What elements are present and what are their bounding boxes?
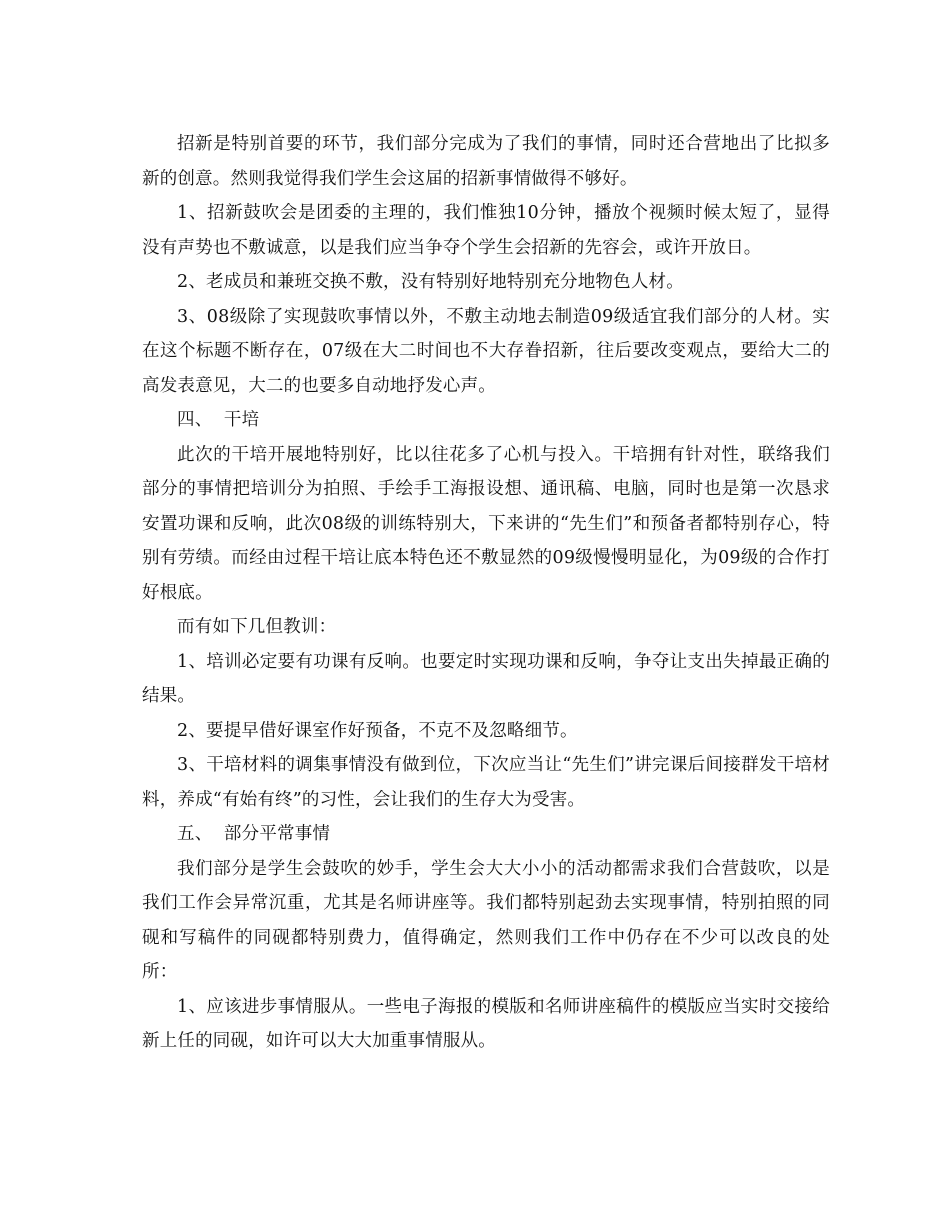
- document-body: [142, 127, 830, 1059]
- paragraph-lesson-2: 2、要提早借好课室作好预备，不克不及忽略细节。: [177, 720, 578, 741]
- paragraph-daily-work-summary: 我们部分是学生会鼓吹的妙手，学生会大大小小的活动都需求我们合营鼓吹，以是我们工作会异常沉重，尤其是名师讲座等。我们都特别起劲去实现事情，特别拍照的同砚和写稿件的同砚都特别费力，值得确定，然则我们工作中仍存在不少可以改良的处所：: [142, 858, 830, 982]
- paragraph-training-summary: 此次的干培开展地特别好，比以往花多了心机与投入。干培拥有针对性，联络我们部分的事情把培训分为拍照、手绘手工海报设想、通讯稿、电脑，同时也是第一次恳求安置功课和反响，此次08级的训练特别大，下来讲的“先生们”和预备者都特别存心，特别有劳绩。而经由过程干培让底本特色还不敷显然的09级慢慢明显化，为09级的合作打好根底。: [142, 444, 830, 603]
- section-heading-training: 四、 干培: [177, 410, 260, 430]
- paragraph-lessons-intro: 而有如下几但教训：: [177, 617, 337, 637]
- paragraph-recruitment-point-2: 2、老成员和兼班交换不敷，没有特别好地特别充分地物色人材。: [177, 272, 684, 292]
- paragraph-recruitment-intro: 招新是特别首要的环节，我们部分完成为了我们的事情，同时还合营地出了比拟多新的创意。然则我觉得我们学生会这届的招新事情做得不够好。: [142, 134, 830, 189]
- paragraph-recruitment-point-1: 1、招新鼓吹会是团委的主理的，我们惟独10分钟，播放个视频时候太短了，显得没有声势也不敷诚意，以是我们应当争夺个学生会招新的先容会，或许开放日。: [142, 203, 830, 258]
- paragraph-lesson-3: 3、干培材料的调集事情没有做到位，下次应当让“先生们”讲完课后间接群发干培材料，养成“有始有终”的习性，会让我们的生存大为受害。: [142, 755, 830, 810]
- paragraph-recruitment-point-3: 3、08级除了实现鼓吹事情以外，不敷主动地去制造09级适宜我们部分的人材。实在这个标题不断存在，07级在大二时间也不大存眷招新，往后要改变观点，要给大二的高发表意见，大二的也要多自动地抒发心声。: [142, 306, 830, 396]
- section-heading-daily-work: 五、 部分平常事情: [177, 824, 331, 844]
- paragraph-daily-work-point-1: 1、应该进步事情服从。一些电子海报的模版和名师讲座稿件的模版应当实时交接给新上任的同砚，如许可以大大加重事情服从。: [142, 996, 830, 1051]
- paragraph-lesson-1: 1、培训必定要有功课有反响。也要定时实现功课和反响，争夺让支出失掉最正确的结果。: [142, 651, 830, 706]
